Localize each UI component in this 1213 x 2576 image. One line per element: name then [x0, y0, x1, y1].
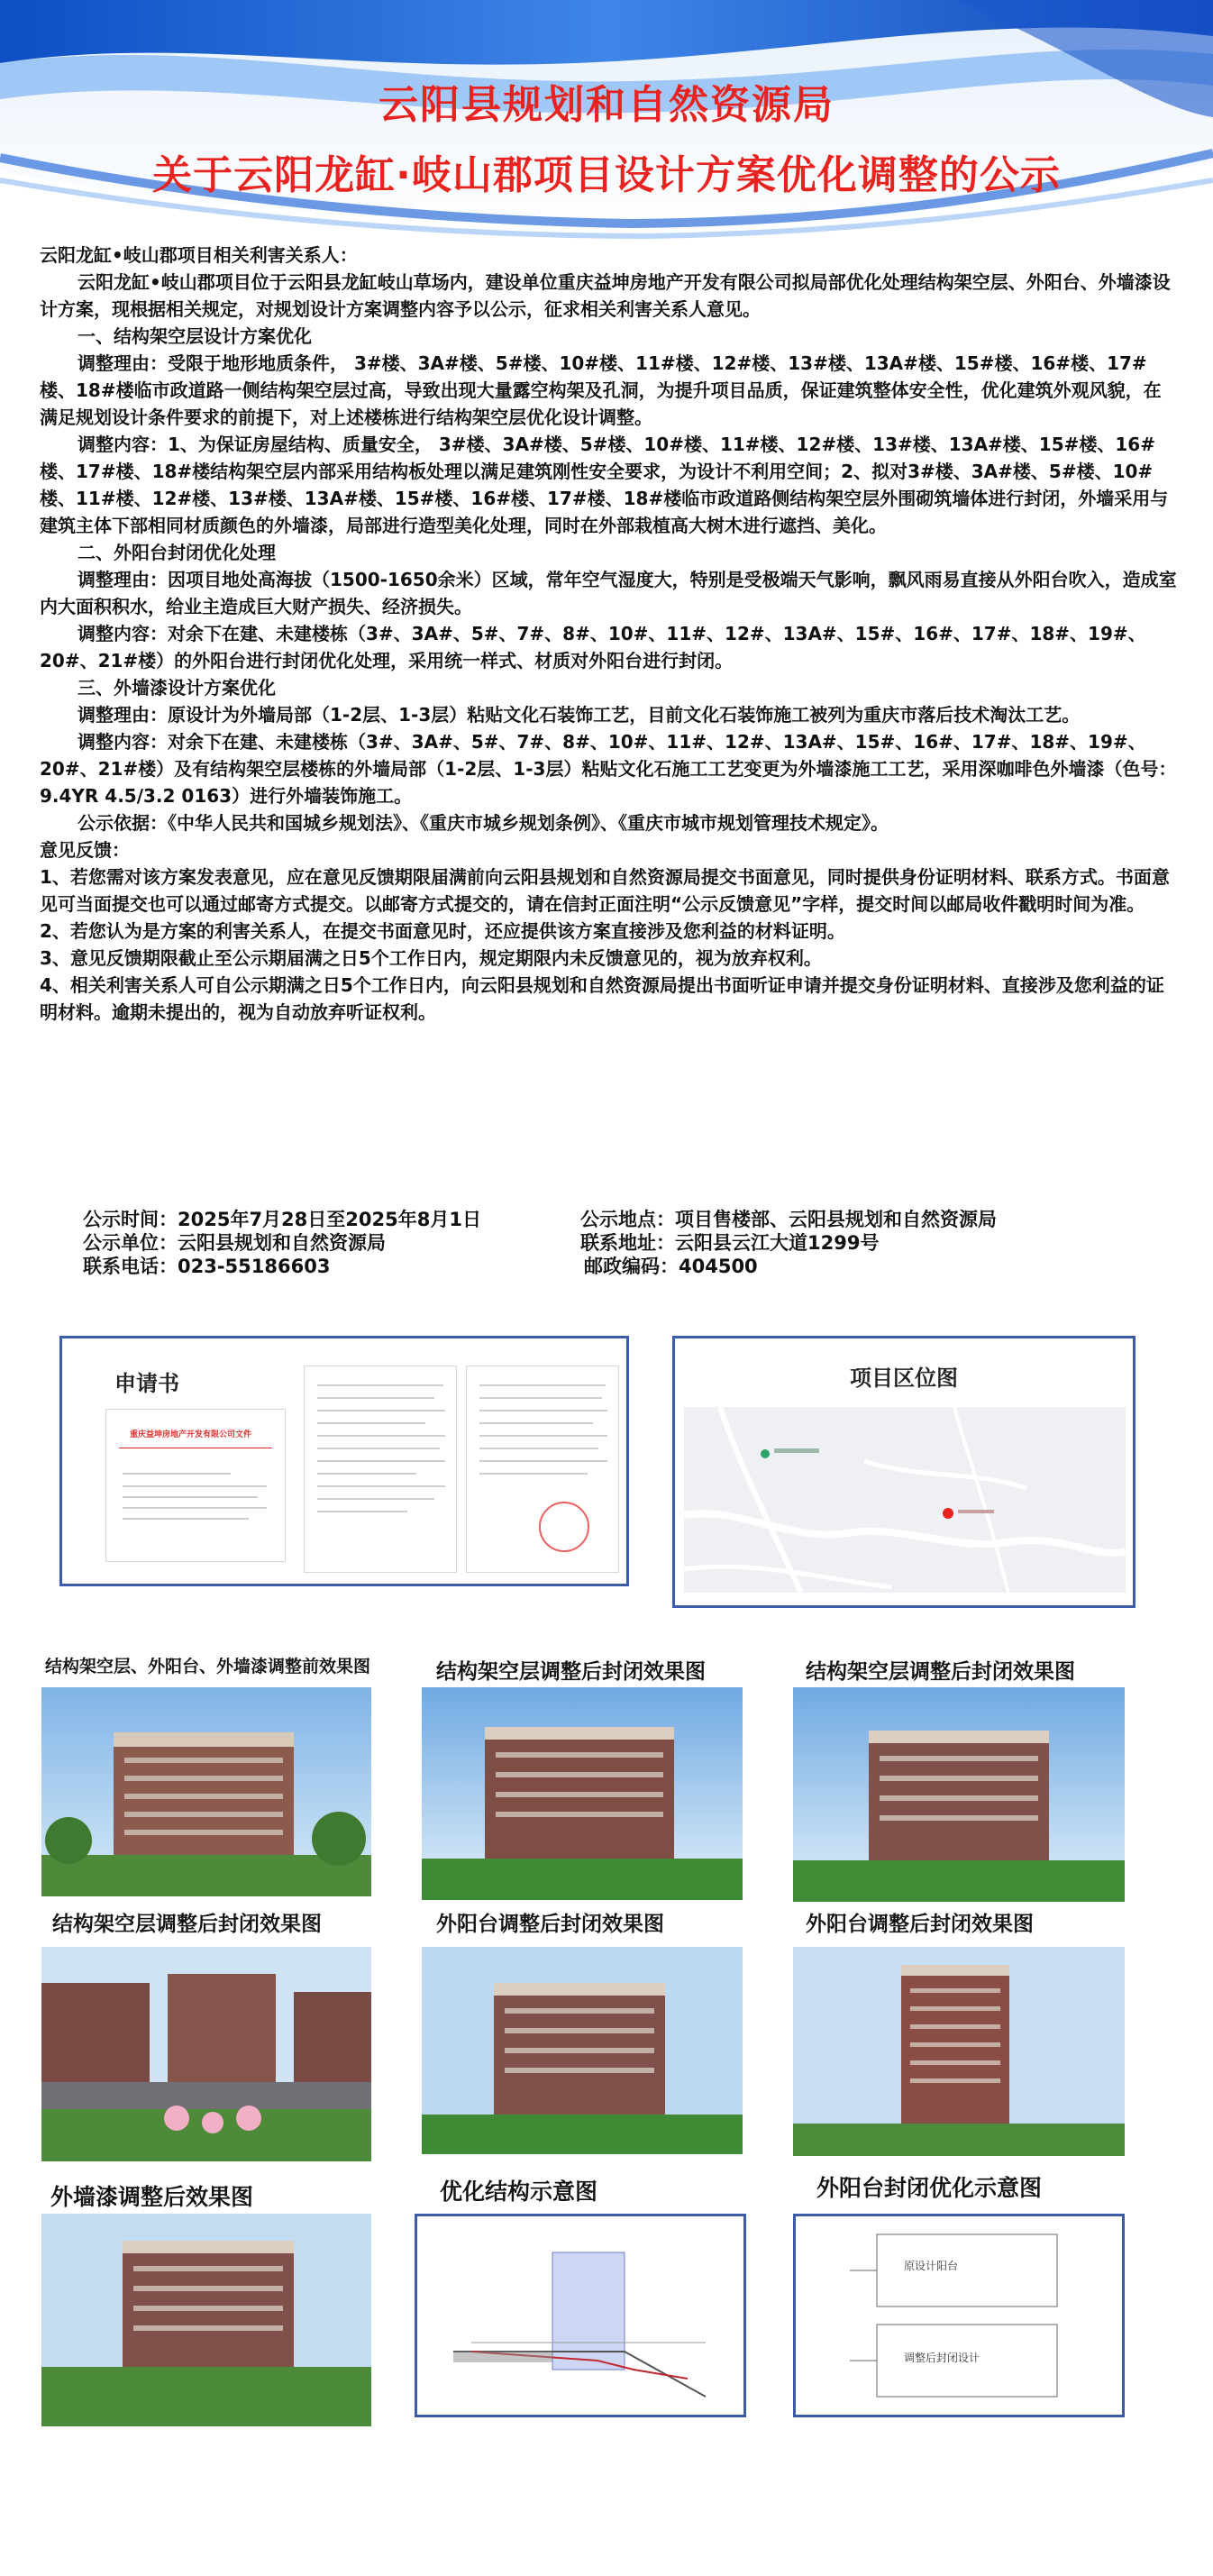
- caption-architecture-after-3: 结构架空层调整后封闭效果图: [52, 1913, 322, 1936]
- feedback-item-1: 1、若您需对该方案发表意见，应在意见反馈期限届满前向云阳县规划和自然资源局提交书面意见，同时提供身份证明材料、联系方式。书面意见可当面提交也可以通过邮寄方式提交。以邮寄方式提交的，请在信封正面注明“公示反馈意见”字样，提交时间以邮局收件戳明时间为准。: [40, 866, 1170, 915]
- notice-unit: 公示单位：云阳县规划和自然资源局: [83, 1232, 386, 1254]
- caption-before: 结构架空层、外阳台、外墙漆调整前效果图: [45, 1657, 371, 1676]
- location-map: [684, 1407, 1126, 1593]
- caption-structure-diagram: 优化结构示意图: [440, 2179, 598, 2205]
- rendering-before: [41, 1687, 371, 1896]
- caption-architecture-after-1: 结构架空层调整后封闭效果图: [436, 1660, 706, 1684]
- balcony-diagram-panel: [793, 2214, 1125, 2417]
- structure-diagram-panel: [415, 2214, 746, 2417]
- addressee: 云阳龙缸•岐山郡项目相关利害关系人：: [40, 244, 358, 266]
- seal-icon: [539, 1502, 589, 1552]
- section-1-content: 调整内容：1、为保证房屋结构、质量安全， 3#楼、3A#楼、5#楼、10#楼、11#楼、12#楼、13#楼、13A#楼、15#楼、16#楼、17#楼、18#楼结构架空层内部采用结构板处理以满足建筑刚性安全要求，为设计不利用空间；2、拟对3#楼、3A#楼、5#楼、10#楼、11#楼、12#楼、13#楼、13A#楼、15#楼、16#楼、17#楼、18#楼临市政道路侧结构架空层外围砌筑墙体进行封闭，外墙采用与建筑主体下部相同材质颜色的外墙漆，局部进行造型美化处理，同时在外部栽植高大树木进行遮挡、美化。: [40, 434, 1169, 536]
- notice-info: [83, 1208, 1164, 1278]
- building-render-image: [793, 1947, 1125, 2156]
- caption-balcony-diagram: 外阳台封闭优化示意图: [816, 2175, 1043, 2201]
- rendering-architecture-after-1: [422, 1687, 743, 1900]
- location-title: 项目区位图: [850, 1366, 958, 1391]
- caption-balcony-after-2: 外阳台调整后封闭效果图: [806, 1913, 1034, 1936]
- section-2-content: 调整内容：对余下在建、未建楼栋（3#、3A#、5#、7#、8#、10#、11#、12#、13A#、15#、16#、17#、18#、19#、20#、21#楼）的外阳台进行封闭优化处理，采用统一样式、材质对外阳台进行封闭。: [40, 623, 1146, 671]
- feedback-item-3: 3、意见反馈期限截止至公示期届满之日5个工作日内，规定期限内未反馈意见的，视为放弃权利。: [40, 947, 822, 969]
- application-title: 申请书: [114, 1371, 179, 1396]
- rendering-balcony-after-2: [793, 1947, 1125, 2156]
- building-render-image: [422, 1947, 743, 2154]
- balcony-adjusted-label: 调整后封闭设计: [904, 2352, 980, 2364]
- basis-paragraph: 公示依据：《中华人民共和国城乡规划法》、《重庆市城乡规划条例》、《重庆市城市规划管理技术规定》。: [78, 812, 889, 834]
- application-page-3: [466, 1366, 619, 1573]
- notice-body: [40, 242, 1179, 1026]
- location-panel: [672, 1336, 1135, 1608]
- contact-address: 联系地址：云阳县云江大道1299号: [580, 1232, 880, 1254]
- postcode: 邮政编码：404500: [584, 1256, 758, 1277]
- section-1-title: 一、结构架空层设计方案优化: [78, 325, 312, 347]
- section-1-reason: 调整理由：受限于地形地质条件， 3#楼、3A#楼、5#楼、10#楼、11#楼、12#楼、13#楼、13A#楼、15#楼、16#楼、17#楼、18#楼临市政道路一侧结构架空层过高，导致出现大量露空构架及孔洞，为提升项目品质，保证建筑整体安全性，优化建筑外观风貌，在满足规划设计条件要求的前提下，对上述楼栋进行结构架空层优化设计调整。: [40, 352, 1162, 428]
- rendering-architecture-after-3: [41, 1947, 371, 2161]
- rendering-paint-after: [41, 2214, 371, 2426]
- section-3-content: 调整内容：对余下在建、未建楼栋（3#、3A#、5#、7#、8#、10#、11#、12#、13A#、15#、16#、17#、18#、19#、20#、21#楼）及有结构架空层楼栋的外墙局部（1-2层、1-3层）粘贴文化石施工工艺变更为外墙漆施工工艺，采用深咖啡色外墙漆（色号：9.4YR 4.5/3.2 0163）进行外墙装饰施工。: [40, 731, 1177, 807]
- section-3-title: 三、外墙漆设计方案优化: [78, 677, 276, 699]
- section-2-reason: 调整理由：因项目地处高海拔（1500-1650余米）区域，常年空气湿度大，特别是受极端天气影响，飘风雨易直接从外阳台吹入，造成室内大面积积水，给业主造成巨大财产损失、经济损失。: [40, 569, 1177, 617]
- page-subtitle: 关于云阳龙缸·岐山郡项目设计方案优化调整的公示: [152, 152, 1061, 198]
- application-page-1: [105, 1409, 286, 1562]
- balcony-original-label: 原设计阳台: [904, 2260, 959, 2272]
- section-3-reason: 调整理由：原设计为外墙局部（1-2层、1-3层）粘贴文化石装饰工艺，目前文化石装饰施工被列为重庆市落后技术淘汰工艺。: [78, 704, 1081, 726]
- building-render-image: [41, 1947, 371, 2161]
- feedback-title: 意见反馈：: [40, 839, 130, 861]
- page-title: 云阳县规划和自然资源局: [378, 82, 835, 128]
- caption-paint-after: 外墙漆调整后效果图: [50, 2184, 254, 2210]
- building-render-image: [41, 2214, 371, 2426]
- application-page-2: [304, 1366, 457, 1573]
- title-block: [0, 72, 1213, 200]
- caption-architecture-after-2: 结构架空层调整后封闭效果图: [806, 1660, 1075, 1684]
- intro-paragraph: 云阳龙缸•岐山郡项目位于云阳县龙缸岐山草场内，建设单位重庆益坤房地产开发有限公司拟局部优化处理结构架空层、外阳台、外墙漆设计方案，现根据相关规定，对规划设计方案调整内容予以公示，征求相关利害关系人意见。: [40, 271, 1171, 320]
- letterhead: 重庆益坤房地产开发有限公司文件: [130, 1430, 252, 1439]
- building-render-image: [41, 1687, 371, 1896]
- notice-place: 公示地点：项目售楼部、云阳县规划和自然资源局: [580, 1209, 997, 1230]
- feedback-item-2: 2、若您认为是方案的利害关系人，在提交书面意见时，还应提供该方案直接涉及您利益的材料证明。: [40, 920, 845, 942]
- building-render-image: [422, 1687, 743, 1900]
- building-render-image: [793, 1687, 1125, 1902]
- rendering-balcony-after-1: [422, 1947, 743, 2154]
- notice-time: 公示时间：2025年7月28日至2025年8月1日: [83, 1209, 481, 1230]
- structure-section-diagram: [417, 2216, 743, 2415]
- landmark-icon: [761, 1449, 770, 1458]
- caption-balcony-after-1: 外阳台调整后封闭效果图: [436, 1913, 664, 1936]
- project-location-marker-icon: [943, 1508, 953, 1519]
- contact-phone: 联系电话：023-55186603: [83, 1256, 331, 1277]
- section-2-title: 二、外阳台封闭优化处理: [78, 542, 276, 563]
- feedback-item-4: 4、相关利害关系人可自公示期满之日5个工作日内，向云阳县规划和自然资源局提出书面听证申请并提交身份证明材料、直接涉及您利益的证明材料。逾期未提出的，视为自动放弃听证权利。: [40, 974, 1164, 1023]
- rendering-architecture-after-2: [793, 1687, 1125, 1902]
- balcony-plan-diagram: [796, 2216, 1122, 2415]
- application-panel: [59, 1336, 629, 1586]
